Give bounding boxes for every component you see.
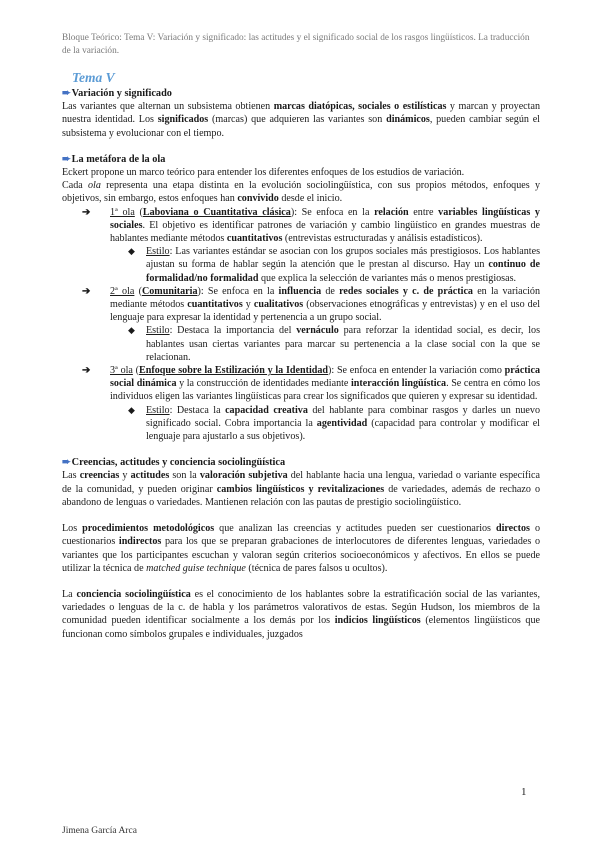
- diamond-bullet-icon: ◆: [128, 404, 135, 415]
- paragraph-cada-ola: Cada ola representa una etapa distinta en la evolución sociolingüística, con sus propios métodos, enfoques y objetivos, sin embargo, estos enfoques han convivido desde el inicio.: [62, 180, 540, 205]
- arrow-icon: ➨: [62, 457, 71, 469]
- paragraph-variacion: Las variantes que alternan un subsistema obtienen marcas diatópicas, sociales o estilísticas y marcan y proyectan nuestra identidad. Los significados (marcas) que adquieren las variantes son dinámicos, pueden cambiar según el subsistema y evolucionar con el tiempo.: [62, 101, 540, 139]
- arrow-icon: ➨: [62, 153, 71, 165]
- arrow-bullet-icon: ➔: [82, 285, 91, 297]
- arrow-bullet-icon: ➔: [82, 365, 91, 377]
- arrow-icon: ➨: [62, 88, 71, 99]
- diamond-bullet-icon: ◆: [128, 325, 135, 336]
- section-heading-ola: ➨La metáfora de la ola: [62, 153, 166, 165]
- list-subitem-estilo-1: ◆ Estilo: Las variantes estándar se asocian con los grupos sociales más prestigiosos. Los hablantes ajustan su forma de hablar según la atención que le prestan al discurso. Hay un continuo de formalidad/no formalidad que explica la selección de variantes más o menos prestigiosas.: [128, 246, 541, 284]
- section-heading-creencias: ➨Creencias, actitudes y conciencia sociolingüística: [62, 457, 286, 469]
- diamond-bullet-icon: ◆: [128, 246, 135, 257]
- arrow-bullet-icon: ➔: [82, 206, 91, 218]
- list-subitem-estilo-3: ◆ Estilo: Destaca la capacidad creativa del hablante para combinar rasgos y darles un nuevo significado social. Cobra importancia la agentividad (capacidad para controlar y modificar el lenguaje para ajustarlo a sus objetivos).: [128, 404, 541, 443]
- author-name: Jimena García Arca: [62, 826, 137, 836]
- list-item-ola-2: ➔ 2ª ola (Comunitaria): Se enfoca en la influencia de redes sociales y c. de práctica en la variación mediante métodos cuantitativos y cualitativos (observaciones etnográficas y entrevistas) y en el uso del lenguaje para expresar la identidad y pertenencia a un grupo social.: [82, 285, 541, 324]
- paragraph-creencias: Las creencias y actitudes son la valoración subjetiva del hablante hacia una lengua, variedad o variante específica de la comunidad, y pueden originar cambios lingüísticos y revitalizaciones de variedades, además de rechazo o abandono de lenguas o variedades. Mantienen relación con las pautas de prestigio sociolingüístico.: [62, 470, 541, 508]
- page-number: 1: [521, 786, 527, 798]
- list-item-ola-3: ➔ 3ª ola (Enfoque sobre la Estilización y la Identidad): Se enfoca en entender la variación como práctica social dinámica y la construcción de identidades mediante interacción lingüística. Se centra en cómo los individuos eligen las variantes lingüísticas para crear los significados que quieren y expresar su identidad.: [82, 365, 541, 403]
- paragraph-procedimientos: Los procedimientos metodológicos que analizan las creencias y actitudes pueden ser cuestionarios directos o cuestionarios indirectos para los que se preparan grabaciones de interlocutores de diferentes lenguas, variedades o variantes que los participantes escuchan y valoran según criterios socioeconómicos y afectivos. En ellos se puede utilizar la técnica de matched guise technique (técnica de pares falsos u ocultos).: [62, 523, 541, 574]
- paragraph-conciencia: La conciencia sociolingüística es el conocimiento de los hablantes sobre la estratificación social de las variantes, variedades o lenguas de la c. de habla y los parámetros valorativos de estas. Según Hudson, los miembros de la comunidad pueden identificar socialmente a los demás por los indicios lingüísticos (elementos lingüísticos que funcionan como símbolos grupales e individuales, juzgados: [62, 588, 541, 640]
- page-content: [62, 70, 540, 641]
- topic-title: Tema V: [72, 70, 115, 85]
- section-heading-variacion: ➨Variación y significado: [62, 88, 172, 99]
- list-item-ola-1: ➔ 1ª ola (Laboviana o Cuantitativa clásica): Se enfoca en la relación entre variables lingüísticas y sociales. El objetivo es identificar patrones de variación y cambio lingüístico en grandes muestras de hablantes mediante métodos cuantitativos (entrevistas estructuradas y análisis estadísticos).: [82, 206, 540, 245]
- paragraph-eckert: Eckert propone un marco teórico para entender los diferentes enfoques de los estudios de variación.: [62, 167, 465, 179]
- list-subitem-estilo-2: ◆ Estilo: Destaca la importancia del vernáculo para reforzar la identidad social, es decir, los hablantes usan ciertas variantes para marcar su pertenencia a la clase social con la que se relacionan.: [128, 325, 540, 363]
- running-header: Bloque Teórico: Tema V: Variación y significado: las actitudes y el significado social de los rasgos lingüísticos. La traducción de la variación.: [62, 33, 530, 56]
